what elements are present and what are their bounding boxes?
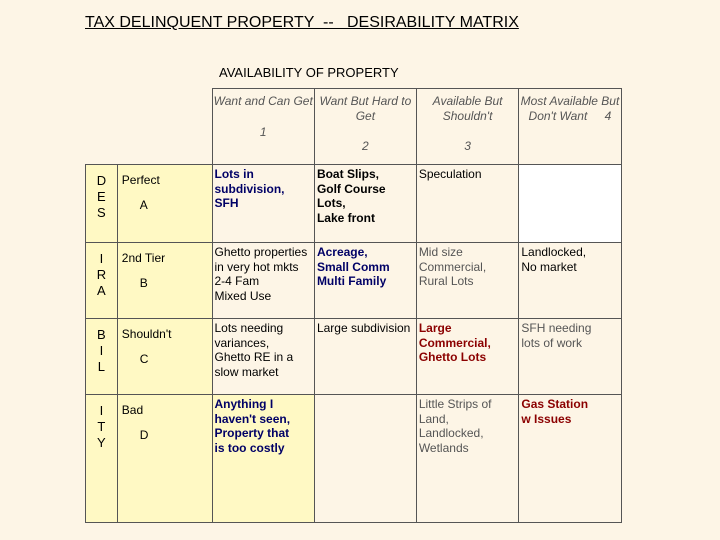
- matrix-cell: Gas Station w Issues: [519, 395, 621, 523]
- column-header-number: 2: [362, 139, 369, 153]
- matrix-cell: Acreage, Small Comm Multi Family: [314, 243, 416, 319]
- column-header-label: Available But Shouldn't: [432, 94, 503, 123]
- table-row: [86, 243, 720, 319]
- column-header-4: [519, 89, 621, 165]
- column-header-1: [212, 89, 314, 165]
- header-row: [86, 89, 720, 165]
- table-row: [86, 165, 720, 243]
- grade-letter: A: [139, 197, 148, 212]
- matrix-cell: Little Strips of Land, Landlocked, Wetlands: [416, 395, 519, 523]
- matrix-cell: Landlocked, No market: [519, 243, 621, 319]
- column-header-label: Want and Can Get: [213, 94, 313, 108]
- matrix-cell: Mid size Commercial, Rural Lots: [416, 243, 519, 319]
- side-label: I T Y: [86, 395, 118, 523]
- desirability-label: [117, 243, 212, 319]
- column-header-number: 4: [604, 108, 612, 123]
- corner-blank: [86, 89, 213, 165]
- desirability-matrix: [85, 88, 720, 523]
- desirability-text: Bad: [121, 403, 144, 417]
- availability-heading: AVAILABILITY OF PROPERTY: [219, 65, 399, 80]
- column-header-label: Want But Hard to Get: [319, 94, 412, 123]
- grade-letter: C: [139, 351, 149, 366]
- column-header-2: [314, 89, 416, 165]
- column-header-number: 1: [259, 124, 267, 139]
- matrix-cell: Ghetto properties in very hot mkts 2-4 Fam Mixed Use: [212, 243, 314, 319]
- grade-letter: D: [139, 427, 149, 442]
- page-title: TAX DELINQUENT PROPERTY -- DESIRABILITY MATRIX: [85, 14, 519, 31]
- matrix-cell-empty: [519, 165, 621, 243]
- matrix-cell: Large subdivision: [314, 319, 416, 395]
- desirability-label: [117, 165, 212, 243]
- desirability-text: Perfect: [121, 173, 160, 187]
- matrix-cell: Boat Slips, Golf Course Lots, Lake front: [314, 165, 416, 243]
- column-header-number: 3: [464, 139, 471, 153]
- column-header-3: [416, 89, 519, 165]
- side-label: I R A: [86, 243, 118, 319]
- side-label: D E S: [86, 165, 118, 243]
- desirability-label: [117, 395, 212, 523]
- matrix-cell: Speculation: [416, 165, 519, 243]
- matrix-cell: Lots in subdivision, SFH: [212, 165, 314, 243]
- matrix-cell-empty: [314, 395, 416, 523]
- desirability-text: Shouldn't: [121, 327, 172, 341]
- table-row: [86, 319, 720, 395]
- desirability-text: 2nd Tier: [121, 251, 166, 265]
- table-row: [86, 395, 720, 523]
- matrix-cell: SFH needing lots of work: [519, 319, 621, 395]
- column-header-label: Most Available But Don't Want: [520, 94, 620, 123]
- grade-letter: B: [139, 275, 148, 290]
- matrix-cell: Anything I haven't seen, Property that is too costly: [212, 395, 314, 523]
- matrix-cell: Large Commercial, Ghetto Lots: [416, 319, 519, 395]
- desirability-label: [117, 319, 212, 395]
- matrix-cell: Lots needing variances, Ghetto RE in a slow market: [212, 319, 314, 395]
- side-label: B I L: [86, 319, 118, 395]
